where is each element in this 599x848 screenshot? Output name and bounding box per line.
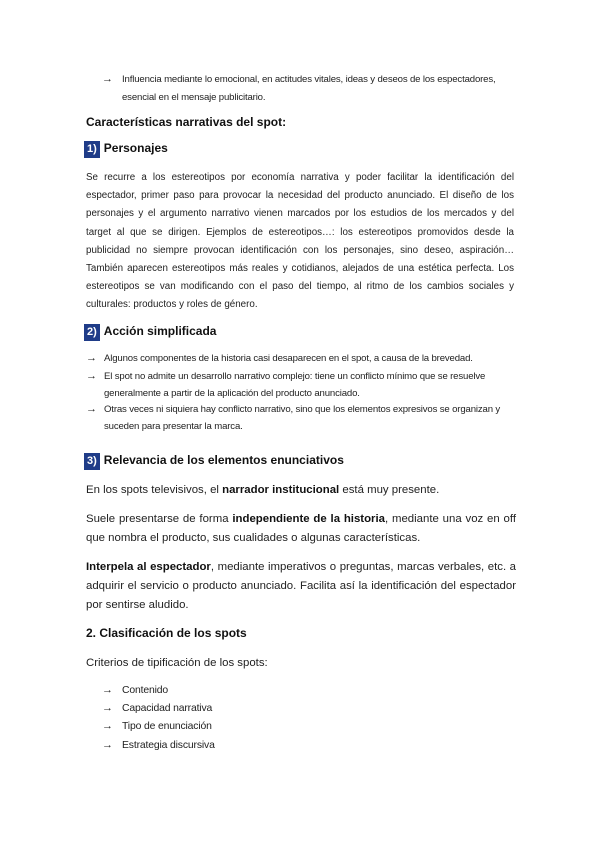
heading-accion <box>84 324 216 341</box>
heading-text: Relevancia de los elementos enunciativos <box>103 453 344 467</box>
section-number: 1) <box>84 141 100 158</box>
arrow-icon: → <box>102 702 113 714</box>
relevancia-paragraph-2 <box>86 510 516 548</box>
list-item <box>102 718 212 735</box>
heading-text: Personajes <box>103 141 168 155</box>
intro-bullet <box>102 71 502 107</box>
text-run: , mediante imperativos o preguntas, marcas verbales, etc. a adquirir el servicio o producto anunciado. Facilita así la identificación del espectador por sentirse aludido. <box>86 561 516 611</box>
heading-relevancia <box>84 453 344 470</box>
heading-personajes <box>84 141 168 158</box>
arrow-icon: → <box>102 684 113 696</box>
section-number: 2) <box>84 324 100 341</box>
section-number: 3) <box>84 453 100 470</box>
list-item-text: Algunos componentes de la historia casi desaparecen en el spot, a causa de la brevedad. <box>104 353 473 364</box>
list-item <box>86 350 516 367</box>
list-item <box>102 737 215 754</box>
list-item <box>102 700 212 717</box>
arrow-icon: → <box>102 73 113 85</box>
arrow-icon: → <box>86 352 97 364</box>
arrow-icon: → <box>102 720 113 732</box>
text-run: En los spots televisivos, el <box>86 484 223 496</box>
relevancia-paragraph-3 <box>86 558 516 615</box>
list-item <box>102 682 168 699</box>
text-run: Suele presentarse de forma <box>86 513 233 525</box>
arrow-icon: → <box>86 403 97 415</box>
text-run: , mediante una voz en off que nombra el producto, sus cualidades o algunas características. <box>86 513 516 544</box>
clasificacion-intro: Criterios de tipificación de los spots: <box>86 657 268 669</box>
list-item <box>86 401 516 435</box>
section-title: Características narrativas del spot: <box>86 115 287 129</box>
heading-clasificacion: 2. Clasificación de los spots <box>86 626 247 640</box>
relevancia-paragraph-1 <box>86 481 516 500</box>
text-run: está muy presente. <box>339 484 440 496</box>
intro-bullet-text: Influencia mediante lo emocional, en actitudes vitales, ideas y deseos de los espectadores, esencial en el mensaje publicitario. <box>122 74 496 103</box>
list-item-text: Estrategia discursiva <box>122 740 215 751</box>
arrow-icon: → <box>86 370 97 382</box>
list-item-text: Otras veces ni siquiera hay conflicto narrativo, sino que los elementos expresivos se organizan y suceden para presentar la marca. <box>104 404 501 432</box>
bold-run: independiente de la historia <box>232 513 385 525</box>
bold-run: narrador institucional <box>222 484 340 496</box>
arrow-icon: → <box>102 739 113 751</box>
list-item-text: El spot no admite un desarrollo narrativo complejo: tiene un conflicto mínimo que se resuelve generalmente a partir de la aplicación del producto anunciado. <box>104 371 486 399</box>
bold-run: Interpela al espectador <box>86 561 211 573</box>
list-item-text: Capacidad narrativa <box>122 703 213 714</box>
list-item <box>86 368 516 402</box>
heading-text: Acción simplificada <box>103 324 217 338</box>
list-item-text: Contenido <box>122 685 169 696</box>
list-item-text: Tipo de enunciación <box>122 721 212 732</box>
personajes-paragraph: Se recurre a los estereotipos por economía narrativa y poder facilitar la identificación del espectador, primer paso para provocar la necesidad del producto anunciado. El diseño de los personajes y el argumento narrativo vienen marcados por los estudios de los mercados y del target al que se dirigen. Ejemplos de estereotipos…: los estereotipos promovidos desde la publicidad no siempre provocan identificación con los personajes, sino deseo, aspiración… También aparecen estereotipos más reales y cotidianos, alejados de una estética perfecta. Los estereotipos se van modificando con el paso del tiempo, al ritmo de los cambios sociales y culturales: productos y roles de género. <box>86 172 514 311</box>
